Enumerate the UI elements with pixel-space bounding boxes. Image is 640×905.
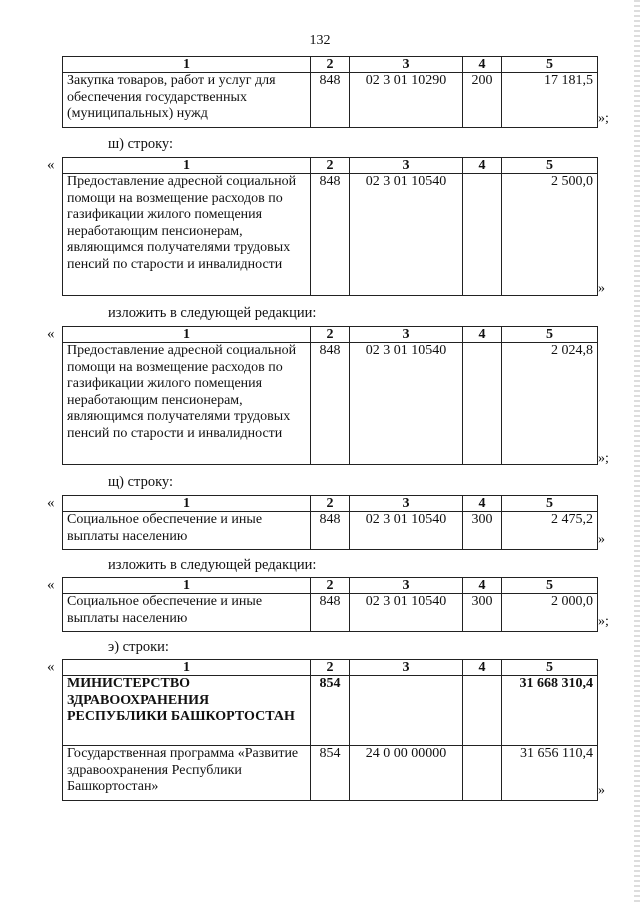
table-block-new-social [62, 577, 598, 632]
row-name: Социальное обеспечение и иные выплаты населению [63, 594, 311, 632]
row-amount: 2 000,0 [502, 594, 598, 632]
row-name: Предоставление адресной социальной помощи на возмещение расходов по газификации жилого помещения неработающим пенсионерам, являющимся получателями трудовых пенсий по старости и инвалидности [63, 174, 311, 296]
row-amount: 2 475,2 [502, 512, 598, 550]
opening-quote: « [47, 326, 55, 342]
header-cell: 4 [463, 578, 502, 594]
budget-table [62, 659, 598, 801]
opening-quote: « [47, 157, 55, 173]
table-row [63, 594, 598, 632]
page-number: 132 [309, 33, 331, 48]
budget-table [62, 326, 598, 465]
row-ministry-code: 854 [311, 746, 350, 801]
row-ministry-code: 854 [311, 676, 350, 746]
row-expense-type: 200 [463, 73, 502, 128]
closing-quote: » [598, 783, 605, 798]
closing-quote: »; [598, 614, 609, 629]
table-block-original-gas [62, 157, 598, 296]
row-amount: 31 656 110,4 [502, 746, 598, 801]
header-cell: 2 [311, 327, 350, 343]
opening-quote: « [47, 495, 55, 511]
header-cell: 2 [311, 578, 350, 594]
row-target-code: 02 3 01 10540 [350, 512, 463, 550]
row-expense-type [463, 676, 502, 746]
row-name: МИНИСТЕРСТВО ЗДРАВООХРАНЕНИЯ РЕСПУБЛИКИ БАШКОРТОСТАН [63, 676, 311, 746]
row-target-code: 02 3 01 10540 [350, 594, 463, 632]
header-cell: 2 [311, 496, 350, 512]
header-cell: 1 [63, 158, 311, 174]
header-cell: 4 [463, 158, 502, 174]
header-cell: 3 [350, 660, 463, 676]
row-name: Предоставление адресной социальной помощи на возмещение расходов по газификации жилого помещения неработающим пенсионерам, являющимся получателями трудовых пенсий по старости и инвалидности [63, 343, 311, 465]
row-expense-type [463, 343, 502, 465]
section-label: изложить в следующей редакции: [108, 557, 317, 573]
row-ministry-code: 848 [311, 73, 350, 128]
table-header-row [63, 578, 598, 594]
table-block-new-gas [62, 326, 598, 465]
row-name: Социальное обеспечение и иные выплаты населению [63, 512, 311, 550]
table-row [63, 676, 598, 746]
row-amount: 31 668 310,4 [502, 676, 598, 746]
row-target-code: 02 3 01 10540 [350, 174, 463, 296]
closing-quote: »; [598, 451, 609, 466]
header-cell: 4 [463, 57, 502, 73]
header-cell: 5 [502, 327, 598, 343]
row-expense-type: 300 [463, 594, 502, 632]
closing-quote: » [598, 281, 605, 296]
table-block-health-ministry [62, 659, 598, 801]
row-target-code: 02 3 01 10290 [350, 73, 463, 128]
header-cell: 1 [63, 578, 311, 594]
header-cell: 1 [63, 57, 311, 73]
row-ministry-code: 848 [311, 174, 350, 296]
table-block-procurement [62, 56, 598, 128]
row-target-code: 02 3 01 10540 [350, 343, 463, 465]
section-label: изложить в следующей редакции: [108, 305, 317, 321]
row-ministry-code: 848 [311, 343, 350, 465]
table-header-row [63, 57, 598, 73]
closing-quote: »; [598, 111, 609, 126]
header-cell: 3 [350, 327, 463, 343]
header-cell: 5 [502, 660, 598, 676]
scan-edge-artifact [634, 0, 640, 905]
section-label: ш) строку: [108, 136, 173, 152]
row-target-code: 24 0 00 00000 [350, 746, 463, 801]
table-row [63, 343, 598, 465]
section-label: щ) строку: [108, 474, 173, 490]
row-ministry-code: 848 [311, 512, 350, 550]
opening-quote: « [47, 659, 55, 675]
header-cell: 2 [311, 660, 350, 676]
header-cell: 3 [350, 496, 463, 512]
header-cell: 1 [63, 660, 311, 676]
row-amount: 17 181,5 [502, 73, 598, 128]
row-expense-type [463, 746, 502, 801]
header-cell: 1 [63, 496, 311, 512]
header-cell: 4 [463, 660, 502, 676]
row-amount: 2 024,8 [502, 343, 598, 465]
header-cell: 3 [350, 57, 463, 73]
row-expense-type: 300 [463, 512, 502, 550]
row-name: Государственная программа «Развитие здравоохранения Республики Башкортостан» [63, 746, 311, 801]
header-cell: 5 [502, 158, 598, 174]
table-row [63, 746, 598, 801]
table-header-row [63, 496, 598, 512]
table-row [63, 174, 598, 296]
table-header-row [63, 327, 598, 343]
header-cell: 3 [350, 158, 463, 174]
row-expense-type [463, 174, 502, 296]
row-target-code [350, 676, 463, 746]
table-block-original-social [62, 495, 598, 550]
table-row [63, 512, 598, 550]
header-cell: 2 [311, 57, 350, 73]
row-ministry-code: 848 [311, 594, 350, 632]
header-cell: 5 [502, 57, 598, 73]
header-cell: 5 [502, 496, 598, 512]
budget-table [62, 495, 598, 550]
row-amount: 2 500,0 [502, 174, 598, 296]
header-cell: 5 [502, 578, 598, 594]
table-row [63, 73, 598, 128]
budget-table [62, 157, 598, 296]
header-cell: 3 [350, 578, 463, 594]
opening-quote: « [47, 577, 55, 593]
section-label: э) строки: [108, 639, 169, 655]
row-name: Закупка товаров, работ и услуг для обеспечения государственных (муниципальных) нужд [63, 73, 311, 128]
budget-table [62, 577, 598, 632]
closing-quote: » [598, 532, 605, 547]
header-cell: 4 [463, 496, 502, 512]
table-header-row [63, 158, 598, 174]
header-cell: 1 [63, 327, 311, 343]
budget-table [62, 56, 598, 128]
table-header-row [63, 660, 598, 676]
header-cell: 4 [463, 327, 502, 343]
header-cell: 2 [311, 158, 350, 174]
